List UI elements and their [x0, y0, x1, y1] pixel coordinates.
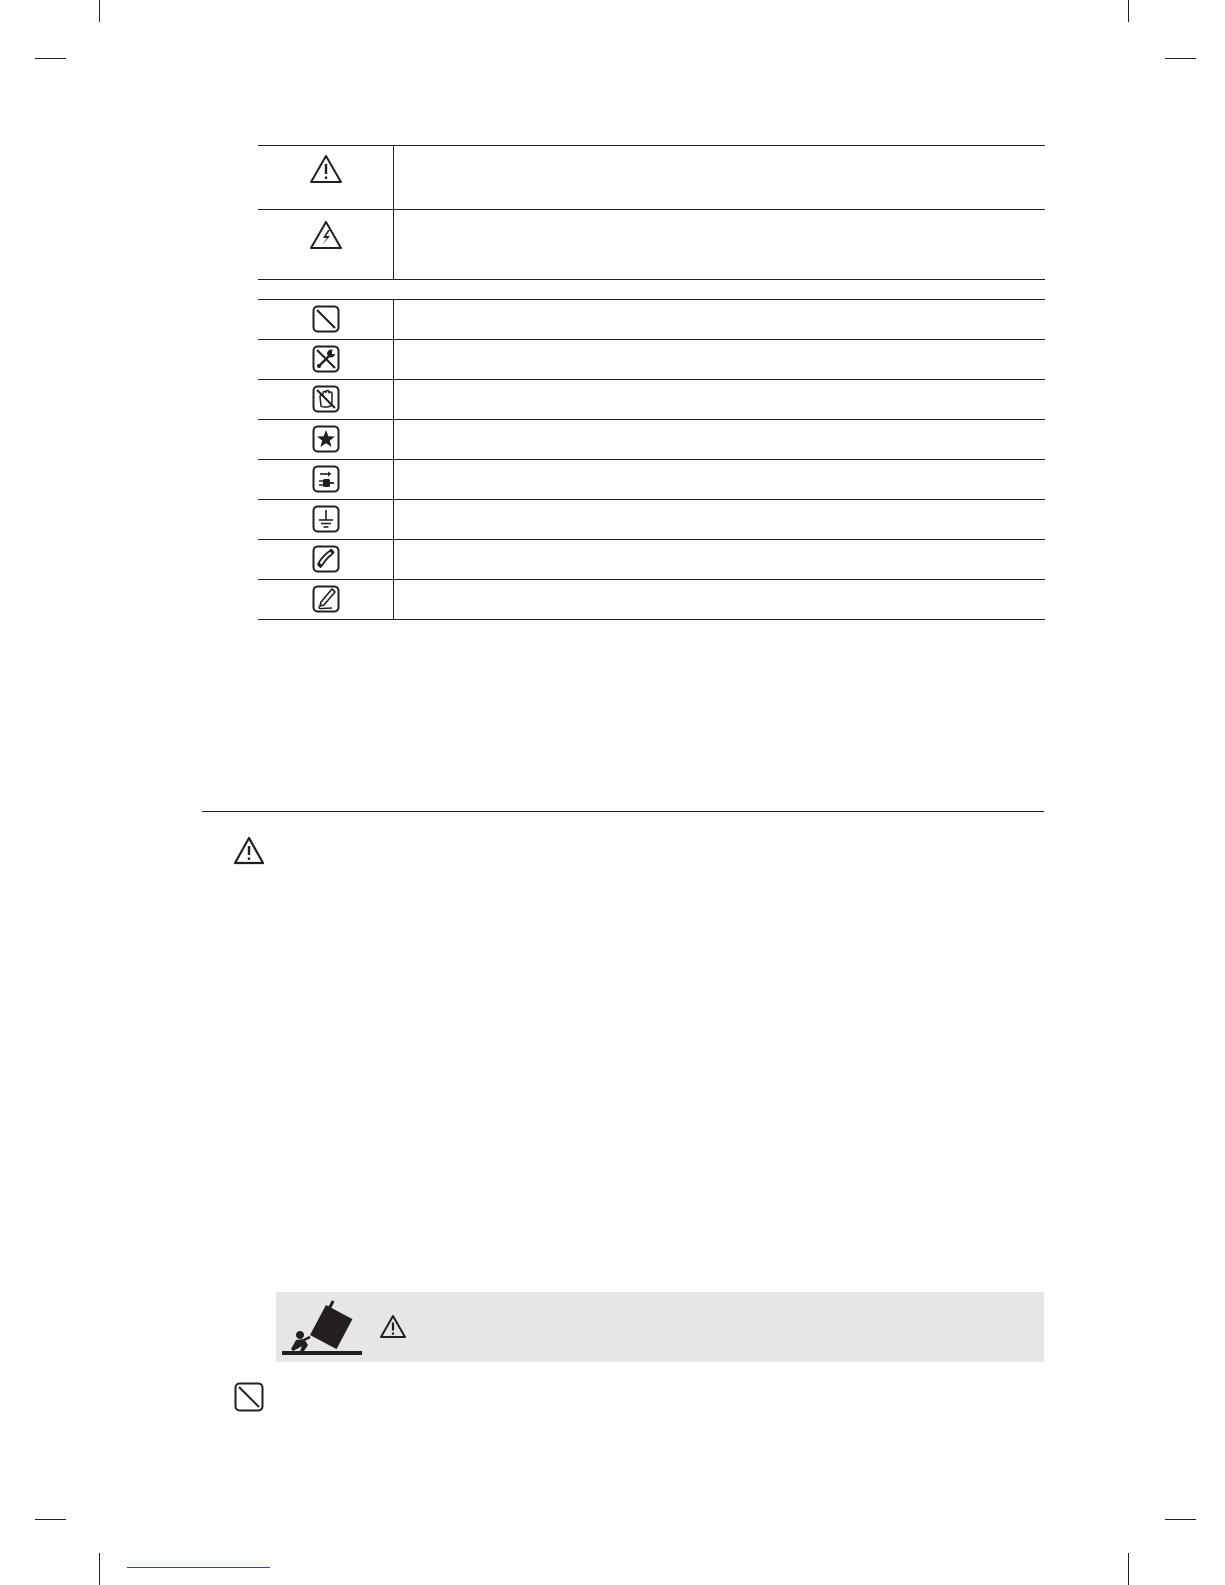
- contact-service-phone-icon: [312, 545, 340, 573]
- symbol-icon-cell: [258, 300, 394, 339]
- symbol-row: [258, 500, 1045, 539]
- symbol-row: [258, 340, 1045, 379]
- crop-mark: [35, 1519, 66, 1520]
- symbol-row-warning: [258, 146, 1045, 209]
- symbol-row: [258, 540, 1045, 579]
- symbol-description: [404, 210, 1045, 279]
- symbol-row: [258, 300, 1045, 339]
- prohibited-icon: [234, 1382, 264, 1412]
- warning-triangle-icon: [379, 1314, 407, 1339]
- ground-icon: [312, 505, 340, 533]
- footer-link[interactable]: [127, 1565, 270, 1568]
- symbol-icon-cell: [258, 540, 394, 579]
- do-not-disassemble-icon: [312, 345, 340, 373]
- crop-mark: [99, 0, 100, 22]
- symbol-icon-cell: [258, 146, 394, 209]
- symbol-row: [258, 380, 1045, 419]
- table-rule: [258, 279, 1045, 280]
- symbol-description: [404, 460, 1045, 499]
- symbol-row-electric-warning: [258, 210, 1045, 279]
- symbol-description: [404, 500, 1045, 539]
- crop-mark: [1128, 1553, 1129, 1585]
- symbol-icon-cell: [258, 340, 394, 379]
- symbol-icon-cell: [258, 580, 394, 619]
- symbol-icon-cell: [258, 420, 394, 459]
- section-divider: [202, 811, 1044, 812]
- do-not-touch-icon: [312, 385, 340, 413]
- tip-over-illustration-icon: [282, 1297, 362, 1357]
- symbol-description: [404, 340, 1045, 379]
- symbol-description: [404, 540, 1045, 579]
- symbol-description: [404, 420, 1045, 459]
- crop-mark: [1165, 58, 1196, 59]
- tip-over-caution-box: [276, 1292, 1044, 1362]
- crop-mark: [1128, 0, 1129, 22]
- symbol-icon-cell: [258, 500, 394, 539]
- symbol-row: [258, 420, 1045, 459]
- prohibited-icon: [312, 305, 340, 333]
- crop-mark: [1165, 1519, 1196, 1520]
- crop-mark: [99, 1553, 100, 1585]
- table-rule: [258, 619, 1045, 620]
- symbol-icon-cell: [258, 460, 394, 499]
- symbol-icon-cell: [258, 380, 394, 419]
- symbol-icon-cell: [258, 210, 394, 279]
- crop-mark: [35, 58, 66, 59]
- symbol-description: [404, 300, 1045, 339]
- electric-shock-warning-icon: [309, 220, 343, 250]
- symbol-row: [258, 460, 1045, 499]
- warning-triangle-icon: [233, 836, 265, 865]
- symbol-description: [404, 580, 1045, 619]
- follow-directions-star-icon: [312, 425, 340, 453]
- symbol-description: [404, 380, 1045, 419]
- warning-triangle-icon: [309, 154, 343, 184]
- unplug-power-icon: [312, 465, 340, 493]
- symbol-description: [404, 146, 1045, 209]
- symbol-row: [258, 580, 1045, 619]
- note-pencil-icon: [312, 585, 340, 613]
